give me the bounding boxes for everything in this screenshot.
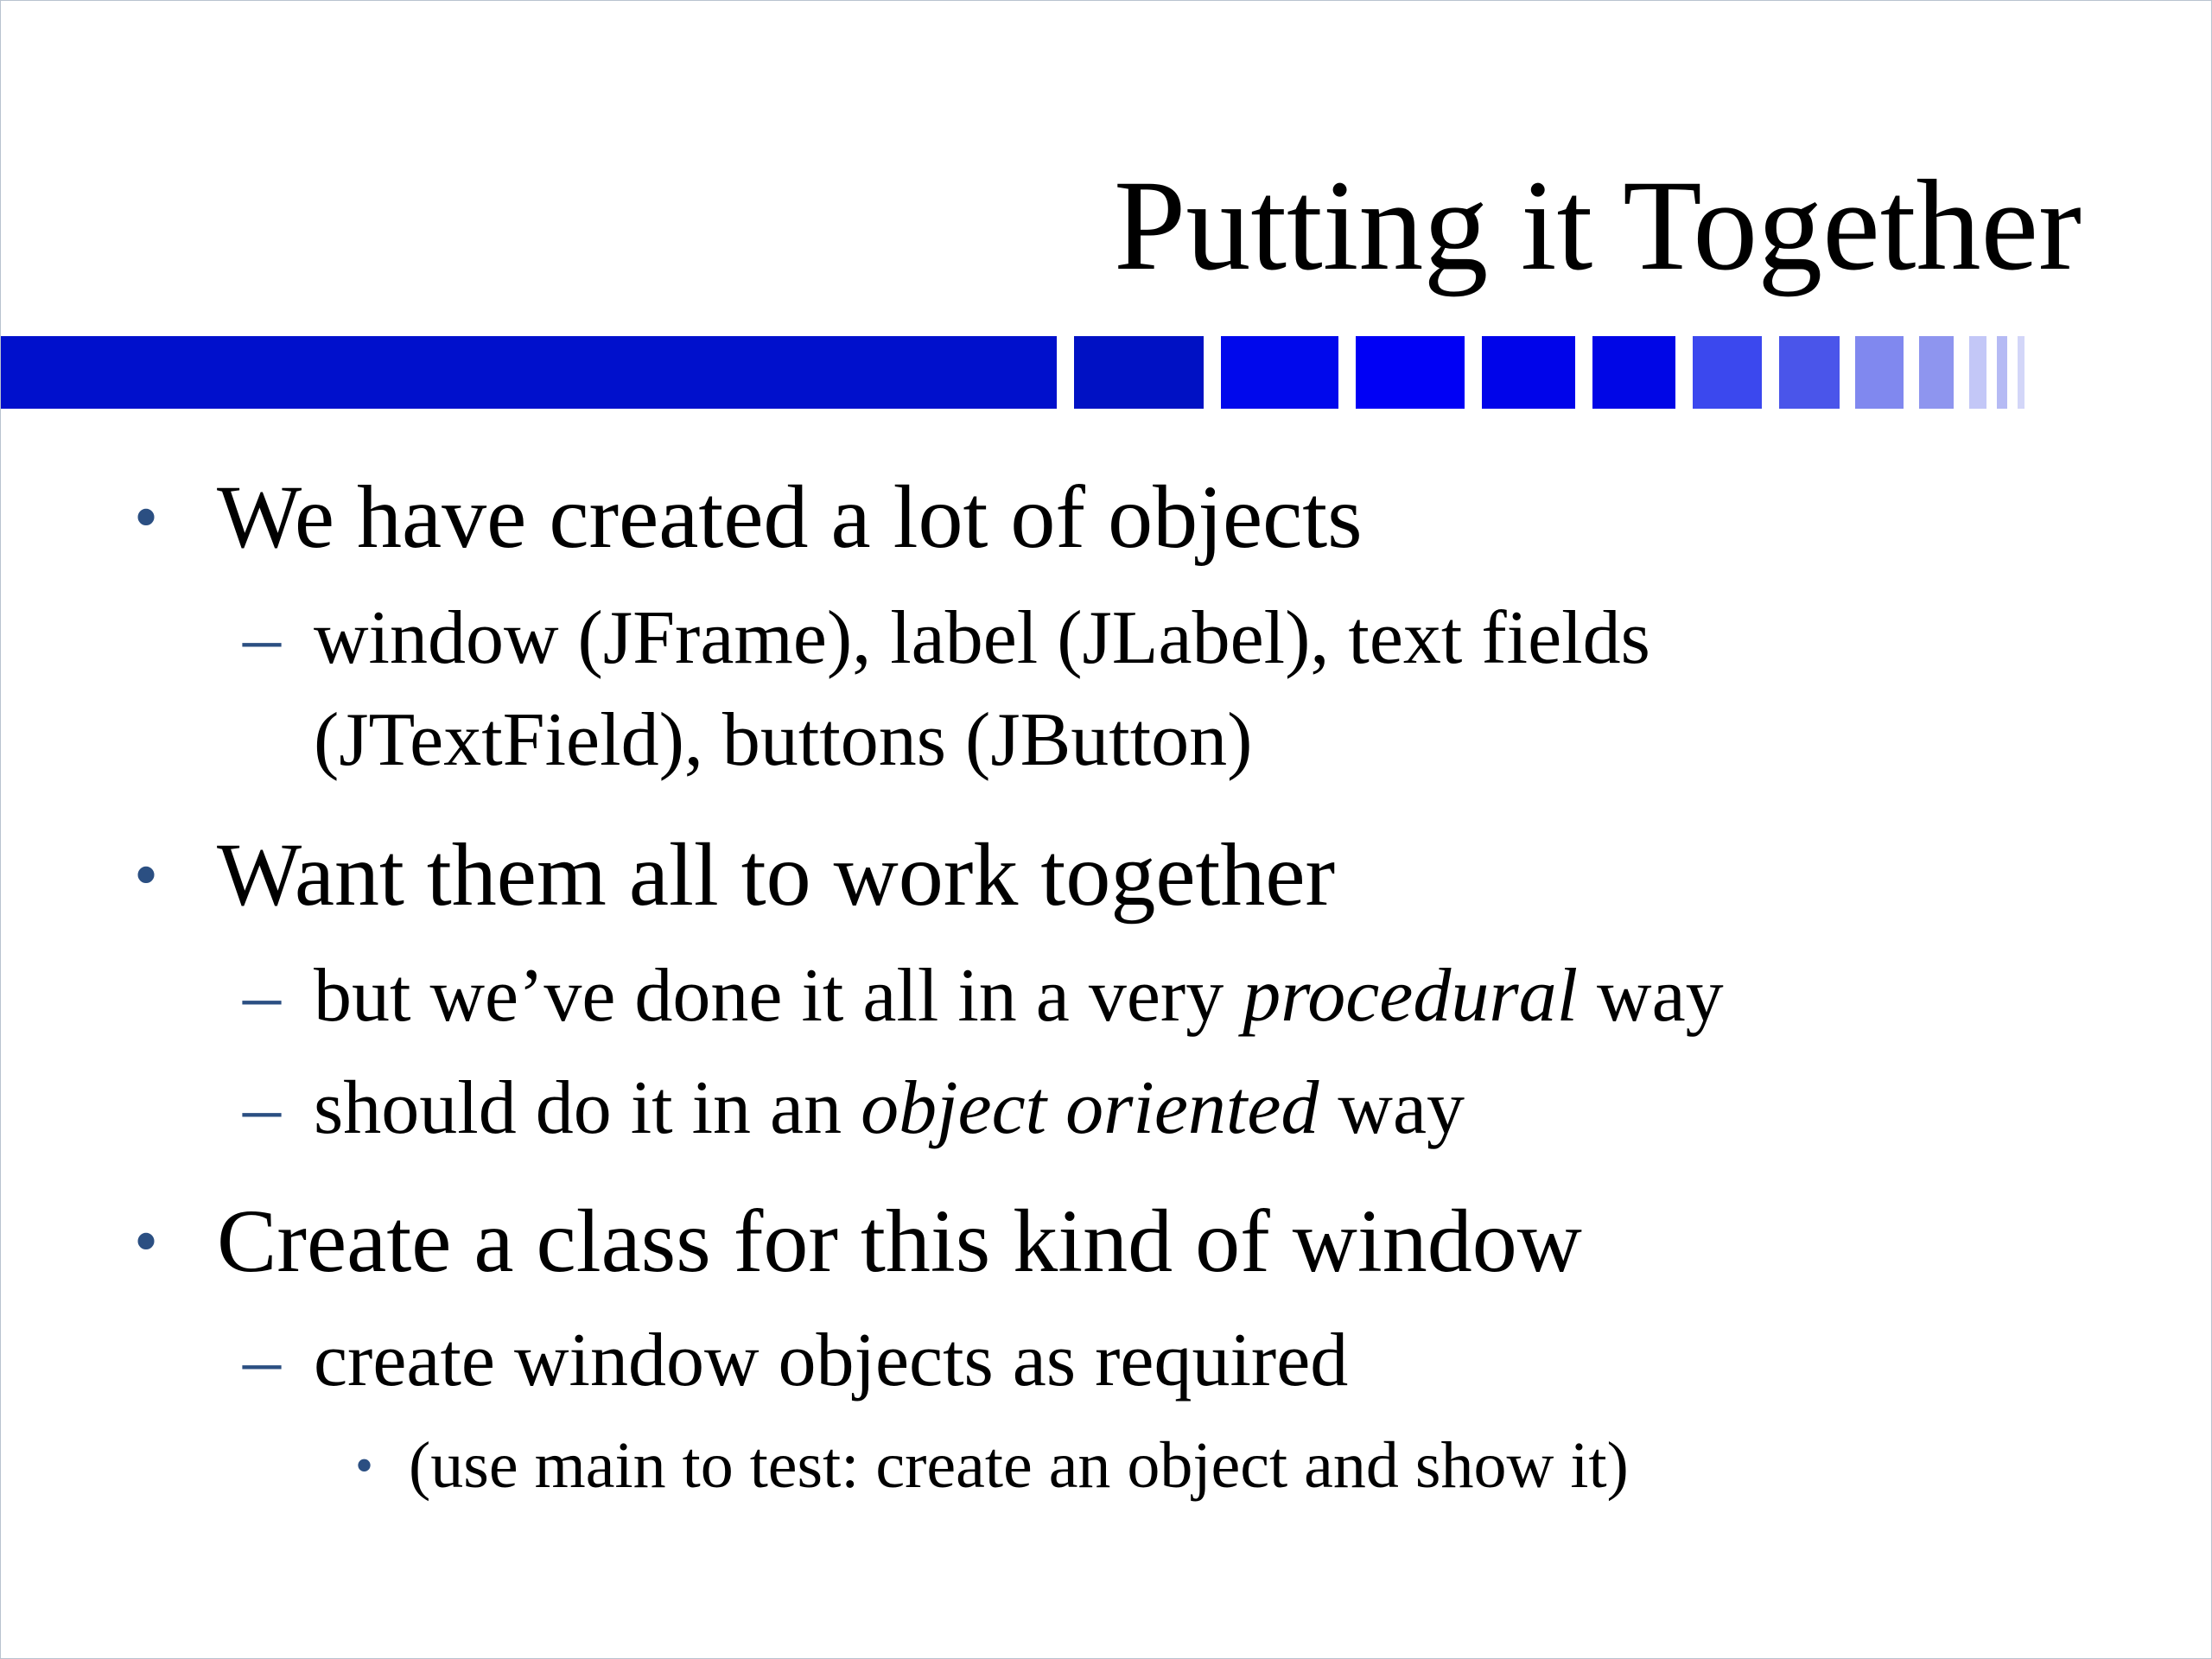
slide-title: Putting it Together — [1113, 154, 2082, 297]
sub-sub-bullet-text: (use main to test: create an object and show it) — [409, 1429, 1629, 1502]
bullet-text: Create a class for this kind of window — [217, 1192, 1582, 1291]
sub-bullet-text — [314, 1064, 1465, 1154]
sub-bullet-marker: – — [243, 1319, 281, 1402]
sub-bullet-text: window (JFrame), label (JLabel), text fields — [314, 596, 1650, 680]
slide-body — [1, 1, 2211, 1658]
bullet-marker: • — [134, 1204, 159, 1280]
emphasized-text: procedural — [1243, 954, 1579, 1038]
bullet-text: Want them all to work together — [217, 825, 1336, 925]
sub-bullet-text-start: should do it in an — [314, 1066, 861, 1150]
sub-bullet-text-continued: (JTextField), buttons (JButton) — [314, 698, 1253, 782]
sub-bullet-marker: – — [243, 596, 281, 680]
sub-bullet-text-start: but we’ve done it all in a very — [314, 954, 1243, 1038]
bullet-text: We have created a lot of objects — [217, 467, 1363, 567]
sub-bullet-text: create window objects as required — [314, 1319, 1349, 1402]
emphasized-text: object oriented — [861, 1066, 1319, 1150]
sub-bullet-text-end: way — [1578, 954, 1724, 1038]
sub-sub-bullet-marker: • — [355, 1437, 374, 1494]
sub-bullet-marker: – — [243, 954, 281, 1038]
sub-bullet-text-end: way — [1319, 1066, 1465, 1150]
bullet-marker: • — [134, 480, 159, 556]
sub-bullet-marker: – — [243, 1066, 281, 1150]
bullet-marker: • — [134, 837, 159, 913]
sub-bullet-text — [314, 951, 1724, 1041]
